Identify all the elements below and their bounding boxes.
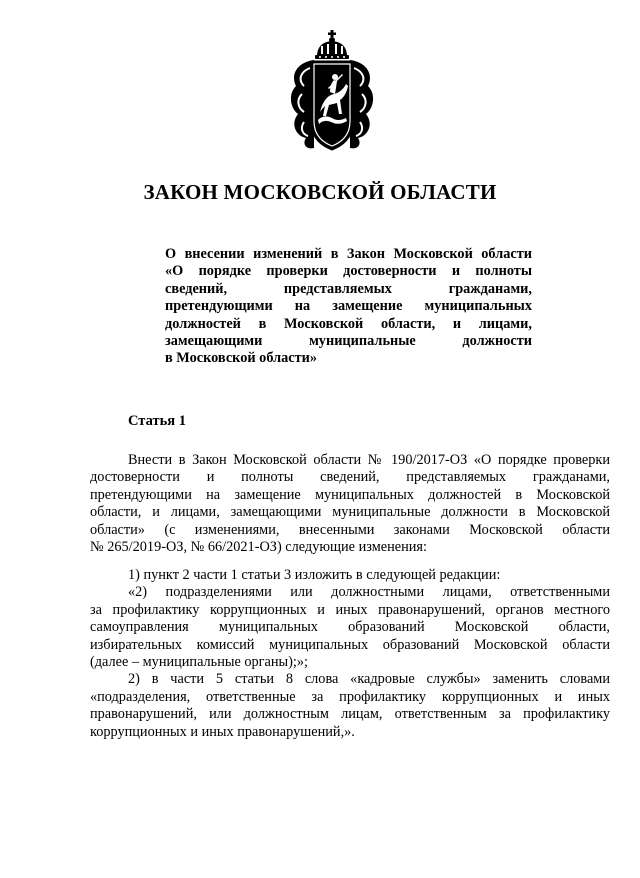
coat-of-arms-icon bbox=[284, 30, 380, 154]
subtitle-line: О внесении изменений в Закон Московской области bbox=[165, 246, 532, 262]
amendment-line: самоуправления муниципальных образований Московской области, bbox=[90, 619, 610, 636]
subtitle-line: претендующими на замещение муниципальных bbox=[165, 298, 532, 315]
amendment-line: «подразделения, ответственные за профилактику коррупционных и иных bbox=[90, 688, 610, 705]
subtitle-line: сведений, представляемых гражданами, bbox=[165, 280, 532, 297]
subtitle-line: должностей в Московской области, и лицами, bbox=[165, 315, 532, 332]
paragraph-line: претендующими на замещение муниципальных должностей в Московской bbox=[90, 486, 610, 503]
intro-paragraph bbox=[90, 452, 610, 556]
paragraph-line: области, и лицами, замещающими муниципальные должности в Московской bbox=[90, 504, 610, 521]
amendment-line: избирательных комиссий муниципальных образований Московской области bbox=[90, 636, 610, 653]
paragraph-line: № 265/2019-ОЗ, № 66/2021-ОЗ) следующие изменения: bbox=[90, 539, 427, 556]
paragraph-line: Внести в Закон Московской области № 190/2017-ОЗ «О порядке проверки bbox=[128, 452, 610, 468]
amendment-line: «2) подразделениями или должностными лицами, ответственными bbox=[128, 584, 610, 601]
law-title: ЗАКОН МОСКОВСКОЙ ОБЛАСТИ bbox=[143, 180, 497, 204]
amendments-list bbox=[90, 567, 610, 741]
amendment-line: (далее – муниципальные органы);»; bbox=[90, 654, 308, 671]
paragraph-line: достоверности и полноты сведений, представляемых гражданами, bbox=[90, 469, 610, 486]
law-subtitle bbox=[165, 246, 532, 368]
amendment-line: коррупционных и иных правонарушений,». bbox=[90, 723, 355, 740]
subtitle-line: в Московской области» bbox=[165, 350, 318, 367]
amendment-line: 2) в части 5 статьи 8 слова «кадровые службы» заменить словами bbox=[128, 671, 610, 688]
amendment-line: за профилактику коррупционных и иных правонарушений, органов местного bbox=[90, 601, 610, 618]
subtitle-line: замещающими муниципальные должности bbox=[165, 333, 532, 350]
amendment-line: правонарушений, или должностным лицам, ответственным за профилактику bbox=[90, 706, 610, 723]
amendment-line: 1) пункт 2 части 1 статьи 3 изложить в следующей редакции: bbox=[128, 567, 501, 583]
article-heading: Статья 1 bbox=[128, 413, 186, 429]
paragraph-line: области» (с изменениями, внесенными законами Московской области bbox=[90, 521, 610, 538]
subtitle-line: «О порядке проверки достоверности и полноты bbox=[165, 263, 532, 280]
